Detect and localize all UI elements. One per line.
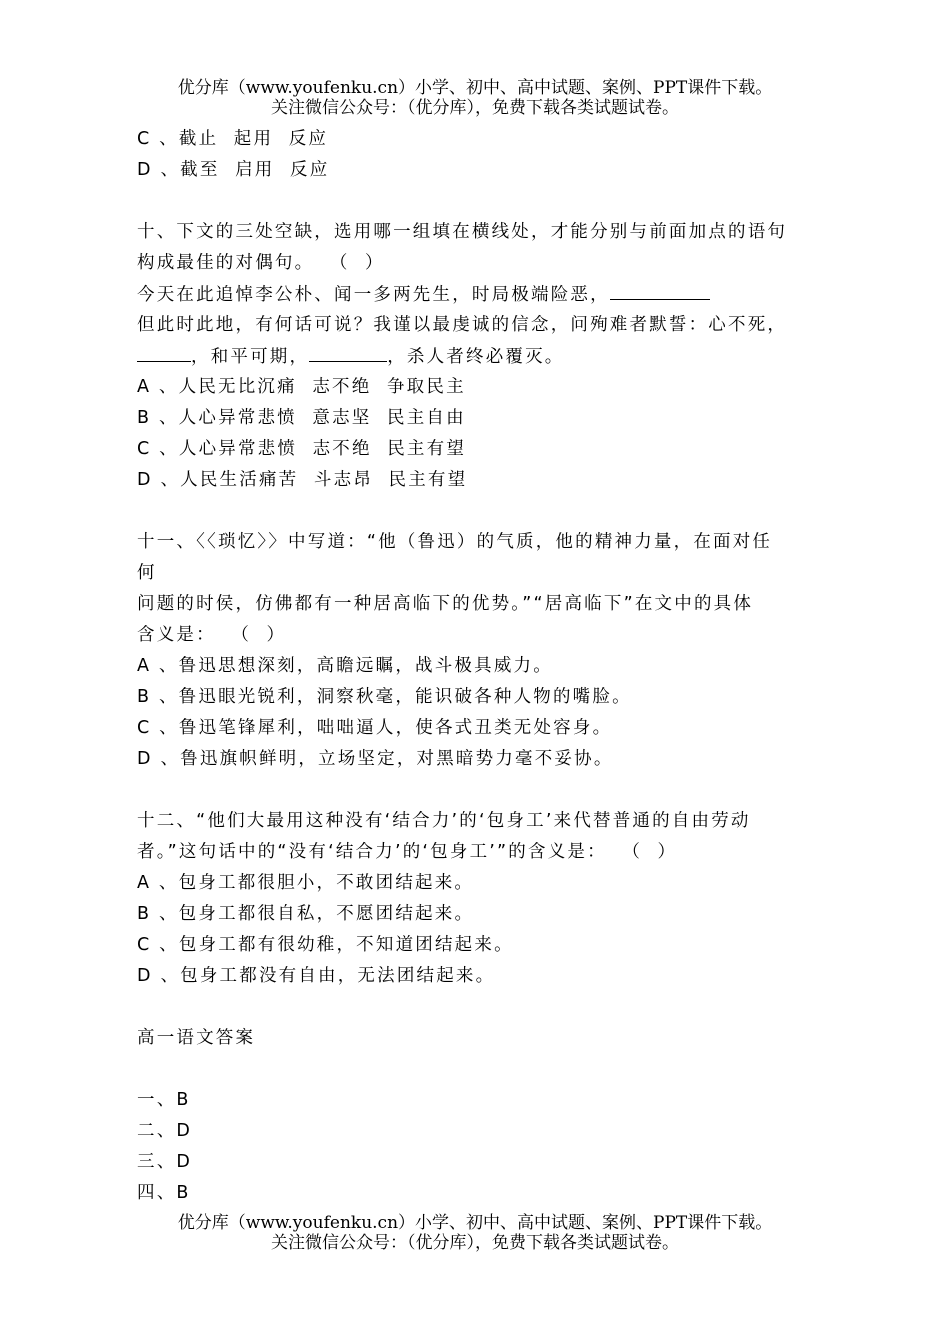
blank-line xyxy=(610,279,710,300)
option-b: B 、人心异常悲愤 意志坚 民主自由 xyxy=(137,408,466,428)
question-11-stem-cont: 问题的时侯，仿佛都有一种居高临下的优势。”“居高临下”在文中的具体 xyxy=(137,594,754,614)
option-d: D 、人民生活痛苦 斗志昂 民主有望 xyxy=(137,470,468,490)
answer-item: 一、B xyxy=(137,1090,191,1110)
footer-line-1: 优分库（www.youfenku.cn）小学、初中、高中试题、案例、PPT课件下载。 xyxy=(177,1213,773,1233)
option-c: C 、人心异常悲愤 志不绝 民主有望 xyxy=(137,439,467,459)
question-10-text-line-1: 今天在此追悼李公朴、闻一多两先生，时局极端险恶， xyxy=(137,279,837,310)
option-b: B 、鲁迅眼光锐利，洞察秋毫，能识破各种人物的嘴脸。 xyxy=(137,687,632,707)
question-12-stem: 十二、“他们大最用这种没有‘结合力’的‘包身工’来代替普通的自由劳动 xyxy=(137,811,751,831)
answers-title: 高一语文答案 xyxy=(137,1028,256,1048)
question-12-stem-cont: 者。”这句话中的“没有‘结合力’的‘包身工’”的含义是： （ ） xyxy=(137,842,678,862)
question-11-stem-cont: 何 xyxy=(137,563,157,583)
page-footer xyxy=(0,1213,950,1253)
option-c: C 、鲁迅笔锋犀利，咄咄逼人，使各式丑类无处容身。 xyxy=(137,718,613,738)
document-body xyxy=(137,124,837,1209)
option-a: A 、人民无比沉痛 志不绝 争取民主 xyxy=(137,377,466,397)
option-c: C 、截止 起用 反应 xyxy=(137,129,329,149)
option-d: D 、鲁迅旗帜鲜明，立场坚定，对黑暗势力毫不妥协。 xyxy=(137,749,614,769)
option-c: C 、包身工都有很幼稚，不知道团结起来。 xyxy=(137,935,514,955)
question-10-stem: 十、下文的三处空缺，选用哪一组填在横线处，才能分别与前面加点的语句 xyxy=(137,222,788,242)
page-header xyxy=(0,78,950,118)
answer-item: 二、D xyxy=(137,1121,193,1141)
blank-line xyxy=(309,341,387,362)
question-11-stem: 十一、〈〈琐忆〉〉中写道：“他（鲁迅）的气质，他的精神力量，在面对任 xyxy=(137,532,773,552)
option-b: B 、包身工都很自私，不愿团结起来。 xyxy=(137,904,475,924)
footer-line-2: 关注微信公众号：（优分库），免费下载各类试题试卷。 xyxy=(271,1233,679,1253)
header-line-1: 优分库（www.youfenku.cn）小学、初中、高中试题、案例、PPT课件下载。 xyxy=(177,78,773,98)
question-10-stem-cont: 构成最佳的对偶句。 （ ） xyxy=(137,253,385,273)
blank-line xyxy=(137,341,191,362)
answer-item: 三、D xyxy=(137,1152,193,1172)
question-11-stem-cont: 含义是： （ ） xyxy=(137,625,287,645)
option-a: A 、鲁迅思想深刻，高瞻远瞩，战斗极具威力。 xyxy=(137,656,553,676)
option-d: D 、截至 启用 反应 xyxy=(137,160,330,180)
answer-item: 四、B xyxy=(137,1183,191,1203)
option-a: A 、包身工都很胆小，不敢团结起来。 xyxy=(137,873,475,893)
question-10-text-line-2: 但此时此地，有何话可说？我谨以最虔诚的信念，问殉难者默誓：心不死， xyxy=(137,315,788,335)
question-10-text-line-3: ，和平可期， ，杀人者终必覆灭。 xyxy=(137,341,837,372)
option-d: D 、包身工都没有自由，无法团结起来。 xyxy=(137,966,496,986)
header-line-2: 关注微信公众号：（优分库），免费下载各类试题试卷。 xyxy=(271,98,679,118)
